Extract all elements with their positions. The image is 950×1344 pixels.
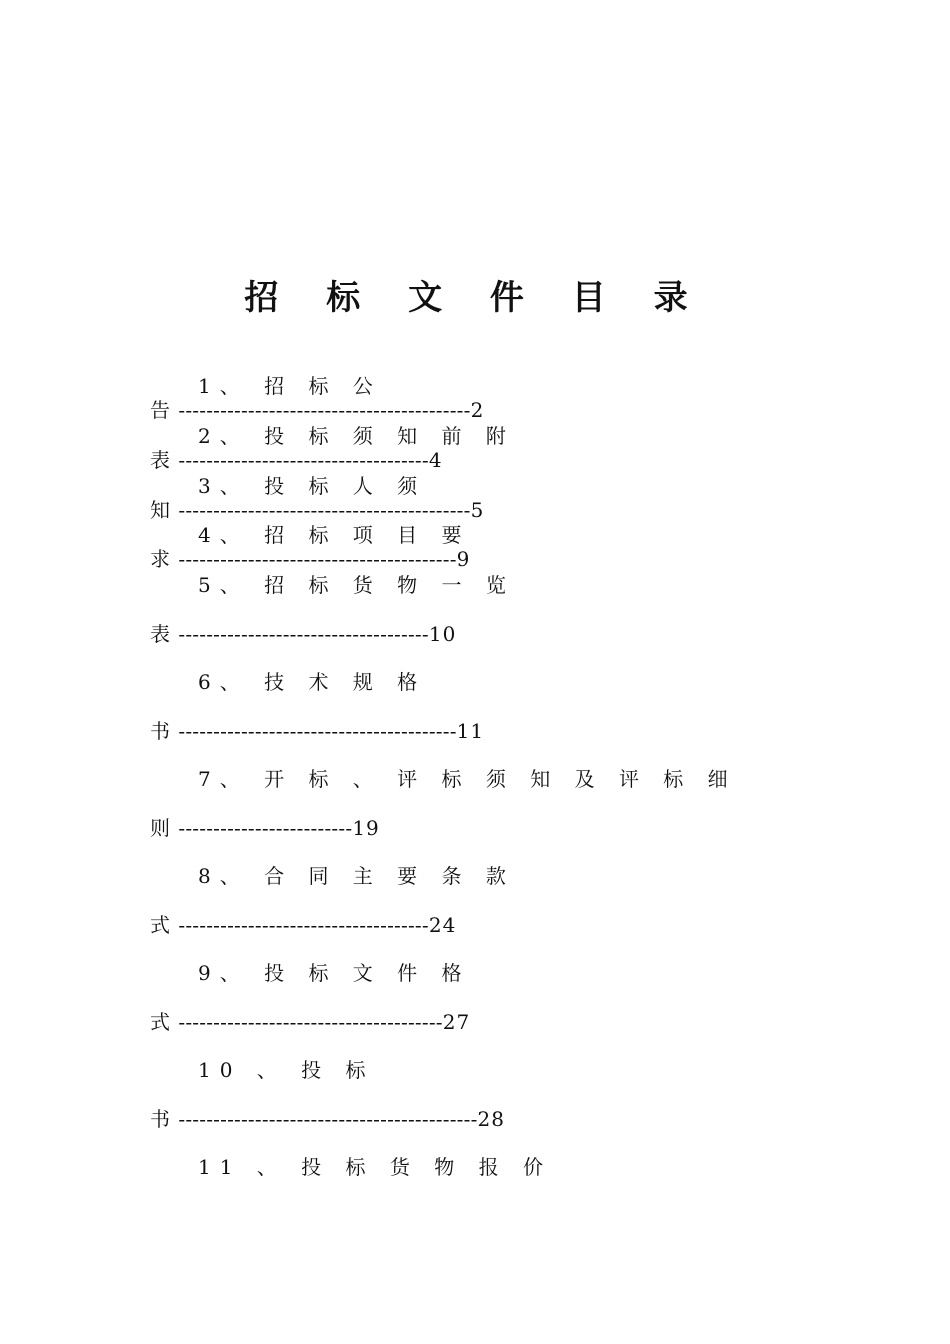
toc-page-number: 24: [428, 913, 457, 937]
toc-page-number: 2: [470, 398, 485, 422]
toc-page-number: 5: [470, 498, 485, 522]
toc-page-number: 19: [352, 816, 380, 840]
toc-entry-tail-char: 知: [150, 498, 171, 522]
toc-page-number: 11: [456, 719, 485, 743]
toc-entry-4-tail: [150, 547, 470, 571]
toc-entry-3-title: 3、 投 标 人 须: [198, 474, 427, 498]
toc-entry-10-title: 10 、 投 标: [198, 1058, 375, 1082]
toc-entry-tail-char: 书: [150, 1107, 171, 1131]
toc-entry-tail-char: 式: [150, 913, 171, 937]
toc-entry-8-title: 8、 合 同 主 要 条 款: [198, 864, 515, 888]
toc-entry-5-title: 5、 招 标 货 物 一 览: [198, 573, 515, 597]
toc-page-number: 28: [477, 1107, 505, 1131]
toc-entry-10-tail: [150, 1107, 505, 1131]
toc-leader: -------------------------: [178, 816, 353, 840]
toc-leader: ------------------------------------: [178, 913, 429, 937]
toc-leader: -------------------------------------------: [178, 1107, 478, 1131]
toc-entry-7-title: 7、 开 标 、 评 标 须 知 及 评 标 细: [198, 767, 737, 791]
toc-leader: ------------------------------------------: [178, 398, 471, 422]
toc-leader: ------------------------------------: [178, 622, 429, 646]
toc-entry-5-tail: [150, 622, 456, 646]
toc-entry-tail-char: 表: [150, 448, 171, 472]
toc-page-number: 4: [428, 448, 443, 472]
toc-entry-6-title: 6、 技 术 规 格: [198, 670, 427, 694]
toc-entry-1-title: 1、 招 标 公: [198, 374, 382, 398]
toc-entry-11-title: 11 、 投 标 货 物 报 价: [198, 1155, 552, 1179]
toc-entry-tail-char: 式: [150, 1010, 171, 1034]
toc-entry-tail-char: 书: [150, 719, 171, 743]
toc-entry-tail-char: 告: [150, 398, 171, 422]
toc-leader: ------------------------------------------: [178, 498, 471, 522]
toc-page-number: 10: [428, 622, 457, 646]
page-title: 招 标 文 件 目 录: [244, 278, 706, 318]
toc-leader: --------------------------------------: [178, 1010, 443, 1034]
toc-entry-4-title: 4、 招 标 项 目 要: [198, 523, 471, 547]
toc-entry-tail-char: 表: [150, 622, 171, 646]
toc-entry-8-tail: [150, 913, 456, 937]
toc-entry-tail-char: 求: [150, 547, 171, 571]
toc-entry-9-tail: [150, 1010, 470, 1034]
toc-entry-7-tail: [150, 816, 380, 840]
toc-entry-2-title: 2、 投 标 须 知 前 附: [198, 424, 515, 448]
toc-page-number: 27: [442, 1010, 471, 1034]
toc-leader: ----------------------------------------: [178, 547, 457, 571]
toc-entry-3-tail: [150, 498, 484, 522]
toc-entry-6-tail: [150, 719, 484, 743]
toc-leader: ------------------------------------: [178, 448, 429, 472]
toc-leader: ----------------------------------------: [178, 719, 457, 743]
toc-entry-9-title: 9、 投 标 文 件 格: [198, 961, 471, 985]
toc-entry-1-tail: [150, 398, 484, 422]
toc-entry-tail-char: 则: [150, 816, 171, 840]
toc-entry-2-tail: [150, 448, 443, 472]
toc-page-number: 9: [456, 547, 471, 571]
